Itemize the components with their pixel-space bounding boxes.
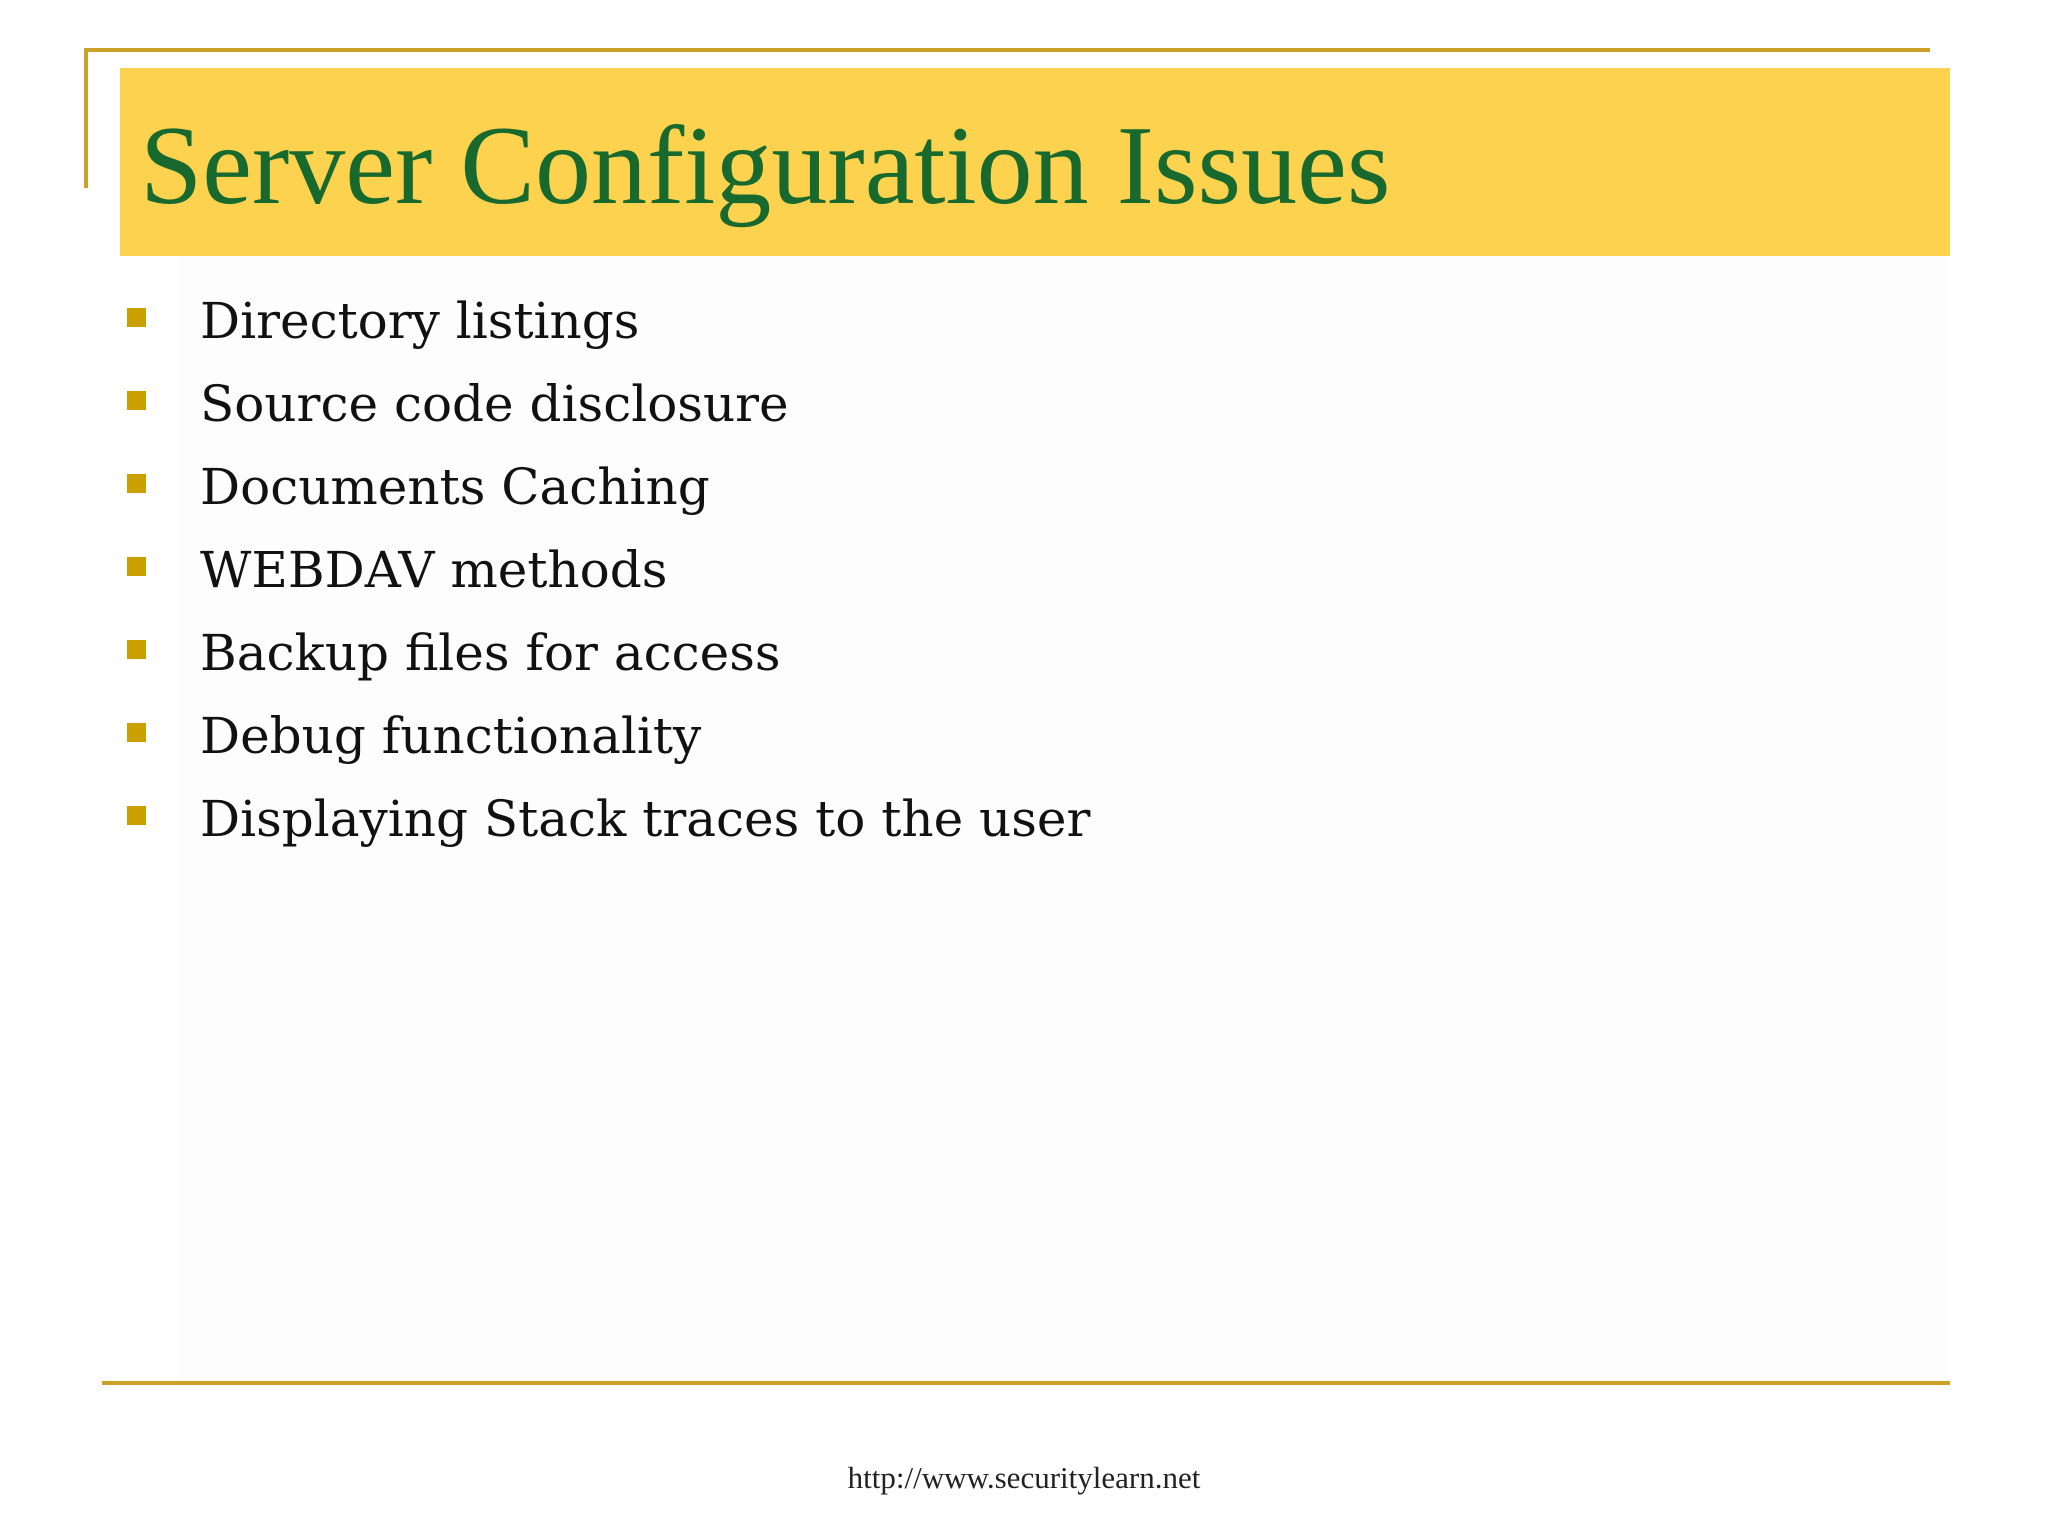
bullet-text: Displaying Stack traces to the user xyxy=(200,790,1091,848)
slide-title: Server Configuration Issues xyxy=(140,104,1391,228)
footer-rule xyxy=(102,1381,1950,1385)
square-bullet-icon xyxy=(127,308,146,327)
left-frame-rule xyxy=(84,48,88,188)
bullet-text: Documents Caching xyxy=(200,458,710,516)
bullet-text: Backup files for access xyxy=(200,624,781,682)
square-bullet-icon xyxy=(127,391,146,410)
square-bullet-icon xyxy=(127,557,146,576)
square-bullet-icon xyxy=(127,474,146,493)
square-bullet-icon xyxy=(127,723,146,742)
bullet-text: Directory listings xyxy=(200,292,640,350)
bullet-text: WEBDAV methods xyxy=(200,541,668,599)
square-bullet-icon xyxy=(127,640,146,659)
bullet-text: Debug functionality xyxy=(200,707,702,765)
bullet-text: Source code disclosure xyxy=(200,375,789,433)
top-frame-rule xyxy=(84,48,1930,52)
footer-url: http://www.securitylearn.net xyxy=(847,1460,1201,1495)
square-bullet-icon xyxy=(127,806,146,825)
